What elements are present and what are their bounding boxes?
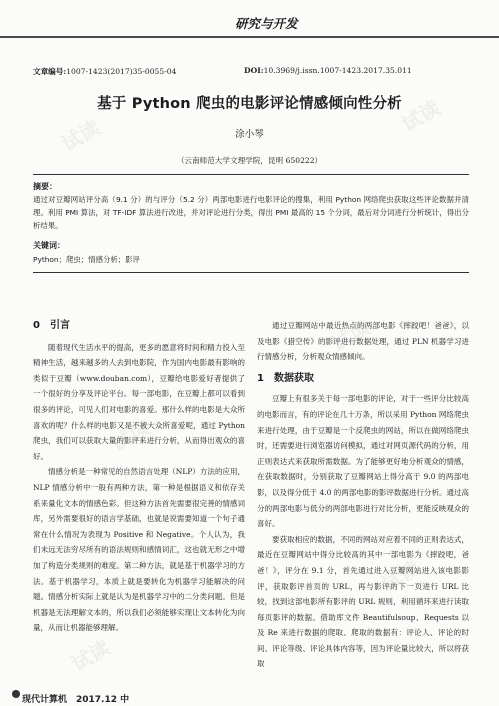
- doi-value: 10.3969/j.issn.1007-1423.2017.35.011: [263, 66, 412, 75]
- left-paragraph: 随着现代生活水平的提高，更多的愿意将时间和精力投入至精神生活，越来越多的人去到电影院，作为国内电影最有影响的类似于豆瓣（www.douban.com），豆瓣给电影爱好者提供了一个很好的分享及评论平台。每一部电影，在豆瓣上都可以看到很多的评论，可见人们对电影的喜爱。那什么样的电影是大众所喜欢的呢？什么样的电影又是不被大众所喜爱呢，通过 Python 爬虫，我们可以获取大量的影评来进行分析，从而得出观众的喜好。: [33, 342, 245, 461]
- data-section-heading: 1 数据获取: [257, 372, 314, 384]
- watermark: 试读: [327, 315, 375, 357]
- article-number-label: 文章编号:: [33, 67, 67, 76]
- section-title: 研究与开发: [235, 16, 298, 31]
- abstract-heading: 摘要：: [33, 182, 57, 191]
- abstract-text: 通过对豆瓣网站评分高（9.1 分）的与评分（5.2 分）两部电影进行电影评论的搜集，利用 Python 网络爬虫获取这些评论数据并清理。利用 PMI 算法，对 TF-IDF 算法进行改进，并对评论进行分类，得出 PMI 最高的 15 个分词，最后对分词进行分析统计，得出分析结果。: [33, 195, 469, 230]
- watermark: 试读: [107, 415, 155, 457]
- paper-title: 基于 Python 爬虫的电影评论情感倾向性分析: [97, 96, 402, 112]
- keywords-text: Python；爬虫；情感分析；影评: [33, 255, 140, 264]
- abstract-bottom-rule: [33, 272, 469, 273]
- right-column: [257, 318, 469, 672]
- watermark: 试读: [67, 635, 115, 677]
- abstract-top-rule: [33, 174, 469, 175]
- left-paragraph: 情感分析是一种常见的自然语言处理（NLP）方法的应用，NLP 情感分析中一般有两种方法，第一种是根据语义和依存关系来量化文本的情感色彩。但这种方法首先需要很完善的情感词库，另外需要很好的语言学基础，也就是说需要知道一个句子通常在什么情况为表现为 Positive 和 Negative。个人认为，我们未远无法穷尽所有的语法规则和感情词汇，这也就无形之中增加了构造分类规则的难度。第二种方法，就是基于机器学习的方法。基于机器学习，本质上就是要转化为机器学习能解决的问题。情感分析实际上就是认为是机器学习中的二分类问题。但是机器是无法理解文本的，所以我们必须能够实现让文本转化为向量，从而让机器能够理解。: [33, 467, 245, 633]
- footer-text: 现代计算机 2017.12 中: [22, 695, 130, 705]
- keywords-heading: 关键词：: [33, 241, 65, 250]
- author: 涂小琴: [235, 129, 264, 140]
- right-intro-paragraph: 通过豆瓣网站中最近热点的两部电影《摔跤吧！爸爸》，以及电影《猎空传》的影评进行数据处理，通过 PLN 机器学习进行情感分析，分析观众情感倾向。: [257, 321, 469, 362]
- article-number: [33, 66, 176, 77]
- section-header: [0, 0, 499, 44]
- doi: [244, 66, 412, 75]
- right-paragraph: 豆瓣上有很多关于每一部电影的评论，对于一些评分比较高的电影而言，有的评论在几十万条，所以采用 Python 网络爬虫来进行处理，由于豆瓣是一个反爬虫的网站，所以在做网络爬虫时，还需要进行浏览器访问模拟，通过对网页源代码的分析，用正则表达式来获取所需数据。为了能够更好地分析观众的情感，在获取数据时，分别获取了豆瓣网站上得分高于 9.0 的两部电影，以及得分低于 4.0 的两部电影的影评数据进行分析。通过高分的两部电影与低分的两部电影进行对比分析，更能反映观众的喜好。: [257, 394, 469, 529]
- watermark: 试读: [377, 555, 425, 597]
- article-number-value: 1007-1423(2017)35-0055-04: [66, 67, 177, 76]
- watermark: 试读: [57, 115, 105, 157]
- watermark: 试读: [397, 95, 445, 137]
- right-paragraph: 要获取相应的数据，不同的网站对应着不同的正则表达式，最近在豆瓣网站中得分比较高的其中一部电影为《摔跤吧，爸爸！》，评分在 9.1 分，首先通过进入豆瓣网站进入该电影影评，获取影评首页的 URL，再与影评的下一页进行 URL 比较，找到这部电影所有影评的 URL 规则，利用循环来进行读取每页影评的数据。借助库文件 Beautifulsoup、Requests 以及 Re 来进行数据的爬取、爬取的数据有：评论人、评论的时间、评论等级、评论具体内容等，因为评论量比较大，所以将获取: [257, 534, 469, 669]
- affiliation: （云南师范大学文理学院，昆明 650222）: [176, 156, 323, 165]
- footer-circle-icon: [12, 690, 20, 698]
- doi-label: DOI:: [244, 66, 264, 75]
- left-column: [33, 318, 245, 636]
- intro-heading: 0 引言: [33, 320, 70, 331]
- header-rule: [0, 36, 499, 38]
